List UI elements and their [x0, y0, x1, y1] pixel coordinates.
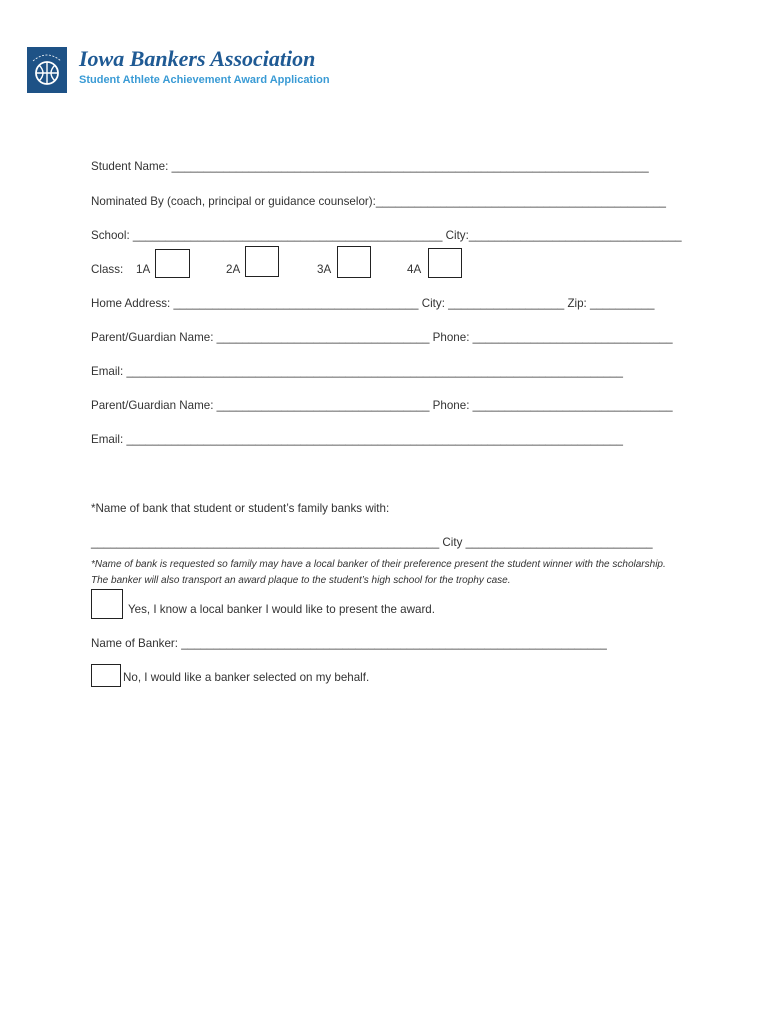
no-checkbox[interactable]: [91, 664, 121, 687]
class-4a-checkbox[interactable]: [428, 248, 462, 278]
school-field[interactable]: ________________________________________________: [132, 229, 443, 242]
banker-name-field[interactable]: __________________________________________________________________: [181, 637, 607, 650]
org-name: Iowa Bankers Association: [79, 46, 316, 71]
email-label: Email:: [91, 365, 127, 378]
parent-guardian-field[interactable]: _________________________________: [216, 331, 430, 344]
email-field[interactable]: _____________________________________________________________________________: [126, 365, 623, 378]
email-label: Email:: [91, 433, 127, 446]
class-2a-checkbox[interactable]: [245, 246, 279, 277]
nominated-by-field[interactable]: _____________________________________________: [375, 195, 666, 208]
bank-row: [91, 536, 653, 549]
home-address-field[interactable]: ______________________________________: [173, 297, 419, 310]
class-option-4a-label: 4A: [407, 263, 422, 276]
class-label: Class:: [91, 263, 124, 276]
banker-name-row: [91, 637, 607, 650]
bank-note: *Name of bank is requested so family may have a local banker of their preference present the student winner with the scholarship. The banker will also transport an award plaque to the student’s high school for the trophy case.: [91, 559, 666, 586]
basketball-icon: [27, 47, 67, 93]
class-option-2a-label: 2A: [226, 263, 241, 276]
bank-city-field[interactable]: _____________________________: [465, 536, 653, 549]
home-address-label: Home Address:: [91, 297, 174, 310]
home-city-label: City:: [418, 297, 449, 310]
student-name-row: [91, 160, 649, 173]
parent-guardian-field[interactable]: _________________________________: [216, 399, 430, 412]
school-city-field[interactable]: _________________________________: [468, 229, 682, 242]
banker-name-label: Name of Banker:: [91, 637, 182, 650]
school-city-label: City:: [442, 229, 469, 242]
logo: [27, 47, 67, 93]
home-city-field[interactable]: __________________: [448, 297, 565, 310]
bank-question: *Name of bank that student or student’s family banks with:: [91, 502, 390, 515]
class-1a-checkbox[interactable]: [155, 249, 190, 278]
class-option-1a-label: 1A: [136, 263, 151, 276]
class-option-3a-label: 3A: [317, 263, 332, 276]
zip-field[interactable]: __________: [590, 297, 655, 310]
nominated-by-label: Nominated By (coach, principal or guidance counselor):: [91, 195, 376, 208]
email-row-1: [91, 365, 623, 378]
parent-guardian-label: Parent/Guardian Name:: [91, 399, 217, 412]
yes-checkbox[interactable]: [91, 589, 123, 619]
phone-field[interactable]: _______________________________: [472, 399, 673, 412]
phone-label: Phone:: [429, 399, 473, 412]
school-row: [91, 229, 682, 242]
student-name-field[interactable]: __________________________________________________________________________: [171, 160, 649, 173]
student-name-label: Student Name:: [91, 160, 172, 173]
class-3a-checkbox[interactable]: [337, 246, 371, 278]
bank-name-field[interactable]: ______________________________________________________: [91, 536, 440, 549]
yes-option-label: Yes, I know a local banker I would like to present the award.: [128, 603, 435, 616]
phone-label: Phone:: [429, 331, 473, 344]
email-row-2: [91, 433, 623, 446]
parent-guardian-row-1: [91, 331, 673, 344]
phone-field[interactable]: _______________________________: [472, 331, 673, 344]
zip-label: Zip:: [564, 297, 590, 310]
nominated-by-row: [91, 195, 666, 208]
class-row: [91, 263, 123, 276]
parent-guardian-label: Parent/Guardian Name:: [91, 331, 217, 344]
no-option-label: No, I would like a banker selected on my behalf.: [123, 671, 370, 684]
email-field[interactable]: _____________________________________________________________________________: [126, 433, 623, 446]
home-address-row: [91, 297, 654, 310]
bank-city-label: City: [439, 536, 466, 549]
parent-guardian-row-2: [91, 399, 673, 412]
form-title: Student Athlete Achievement Award Application: [79, 74, 330, 86]
school-label: School:: [91, 229, 133, 242]
